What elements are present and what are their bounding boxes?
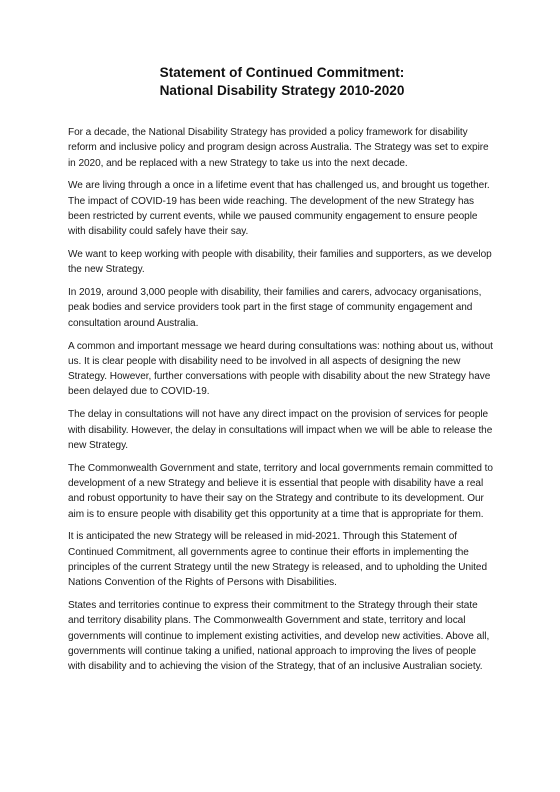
paragraph-covid-impact: We are living through a once in a lifetime event that has challenged us, and brought us together. The impact of COVID-19 has been wide reaching. The development of the new Strategy has been restricted by current events, while we paused community engagement to ensure people with disability could safely have their say. (68, 180, 490, 238)
paragraph-keep-working: We want to keep working with people with disability, their families and supporters, as we develop the new Strategy. (68, 249, 492, 276)
paragraph-delay-services: The delay in consultations will not have any direct impact on the provision of services for people with disability. However, the delay in consultations will impact when we will be able to release the new Strategy. (68, 409, 493, 451)
paragraph-mid-2021-release: It is anticipated the new Strategy will be released in mid-2021. Through this Statement of Continued Commitment, all governments agree to continue their efforts in implementing the principles of the current Strategy until the new Strategy is released, and to upholding the United Nations Convention of the Rights of Persons with Disabilities. (68, 531, 487, 589)
title-line-1: Statement of Continued Commitment: (159, 65, 405, 80)
document-title (68, 64, 496, 100)
paragraph-government-commitment: The Commonwealth Government and state, territory and local governments remain committed to development of a new Strategy and believe it is essential that people with disability have a real and robust opportunity to have their say on the Strategy and contribute to its development. Our aim is to ensure people with disability get this opportunity at a time that is appropriate for them. (68, 462, 493, 520)
paragraph-2019-engagement: In 2019, around 3,000 people with disability, their families and carers, advocacy organisations, peak bodies and service providers took part in the first stage of community engagement and consultation around Australia. (68, 287, 482, 329)
title-line-2: National Disability Strategy 2010-2020 (159, 83, 405, 98)
paragraph-nothing-about-us: A common and important message we heard during consultations was: nothing about us, without us. It is clear people with disability need to be involved in all aspects of designing the new Strategy. However, further conversations with people with disability about the new Strategy have been delayed due to COVID-19. (68, 340, 493, 398)
paragraph-intro: For a decade, the National Disability Strategy has provided a policy framework for disability reform and inclusive policy and program design across Australia. The Strategy was set to expire in 2020, and be replaced with a new Strategy to take us into the next decade. (68, 127, 489, 169)
paragraph-states-territories: States and territories continue to express their commitment to the Strategy through their state and territory disability plans. The Commonwealth Government and state, territory and local governments will continue to implement existing activities, and develop new activities. Above all, governments will continue taking a unified, national approach to improving the lives of people with disability and to achieving the vision of the Strategy, that of an inclusive Australian society. (68, 600, 490, 673)
